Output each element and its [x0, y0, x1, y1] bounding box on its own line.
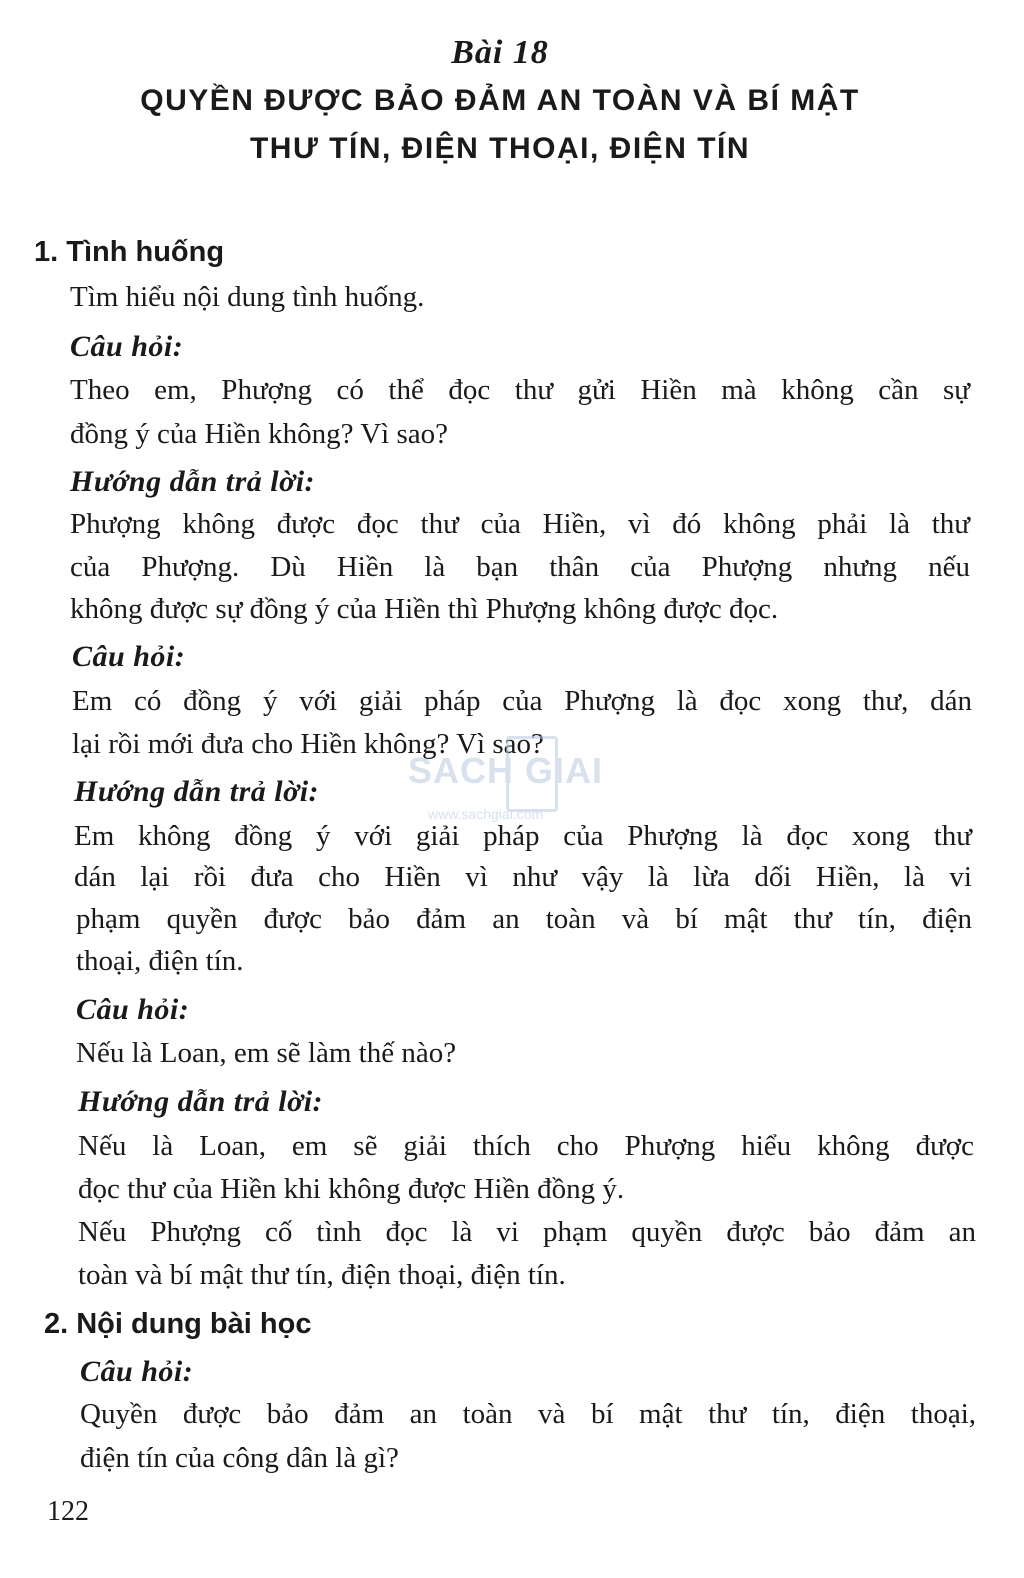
- answer-text-line: Phượng không được đọc thư của Hiền, vì đó không phải là thư: [70, 508, 970, 540]
- question-text-line: điện tín của công dân là gì?: [80, 1442, 399, 1474]
- answer-guide-label: Hướng dẫn trả lời:: [78, 1085, 324, 1118]
- answer-guide-label: Hướng dẫn trả lời:: [74, 775, 320, 808]
- answer-text-line: Nếu là Loan, em sẽ giải thích cho Phượng hiểu không được: [78, 1130, 974, 1162]
- watermark-text: SACH GIAI: [408, 750, 604, 791]
- answer-text-line: của Phượng. Dù Hiền là bạn thân của Phượng nhưng nếu: [70, 551, 970, 583]
- question-label: Câu hỏi:: [76, 993, 190, 1026]
- question-label: Câu hỏi:: [70, 330, 184, 363]
- answer-text-line: toàn và bí mật thư tín, điện thoại, điện tín.: [78, 1259, 566, 1291]
- answer-text-line: dán lại rồi đưa cho Hiền vì như vậy là lừa dối Hiền, là vi: [74, 861, 972, 893]
- answer-text-line: đọc thư của Hiền khi không được Hiền đồng ý.: [78, 1173, 625, 1205]
- section-heading-lesson-content: 2. Nội dung bài học: [44, 1308, 312, 1340]
- answer-text-line: Em không đồng ý với giải pháp của Phượng là đọc xong thư: [74, 820, 972, 852]
- question-text-line: Em có đồng ý với giải pháp của Phượng là đọc xong thư, dán: [72, 685, 972, 717]
- watermark-logo: [408, 728, 618, 828]
- lesson-title-line-1: QUYỀN ĐƯỢC BẢO ĐẢM AN TOÀN VÀ BÍ MẬT: [140, 84, 860, 117]
- answer-text-line: Nếu Phượng cố tình đọc là vi phạm quyền được bảo đảm an: [78, 1216, 976, 1248]
- lesson-title-line-2: THƯ TÍN, ĐIỆN THOẠI, ĐIỆN TÍN: [249, 132, 751, 165]
- question-text-line: Nếu là Loan, em sẽ làm thế nào?: [76, 1037, 457, 1069]
- answer-text-line: phạm quyền được bảo đảm an toàn và bí mật thư tín, điện: [76, 903, 972, 935]
- answer-guide-label: Hướng dẫn trả lời:: [70, 465, 316, 498]
- watermark-url: www.sachgiai.com: [428, 806, 544, 822]
- page-number: 122: [47, 1496, 89, 1527]
- section-heading-situation: 1. Tình huống: [34, 236, 225, 268]
- question-text-line: lại rồi mới đưa cho Hiền không? Vì sao?: [72, 728, 544, 760]
- answer-text-line: không được sự đồng ý của Hiền thì Phượng không được đọc.: [70, 593, 779, 625]
- question-label: Câu hỏi:: [72, 640, 186, 673]
- question-label: Câu hỏi:: [80, 1355, 194, 1388]
- situation-intro: Tìm hiểu nội dung tình huống.: [70, 281, 425, 313]
- answer-text-line: thoại, điện tín.: [76, 945, 244, 977]
- question-text-line: Quyền được bảo đảm an toàn và bí mật thư tín, điện thoại,: [80, 1398, 976, 1430]
- question-text-line: đồng ý của Hiền không? Vì sao?: [70, 418, 448, 450]
- question-text-line: Theo em, Phượng có thể đọc thư gửi Hiền mà không cần sự: [70, 374, 970, 406]
- lesson-number: Bài 18: [451, 34, 549, 71]
